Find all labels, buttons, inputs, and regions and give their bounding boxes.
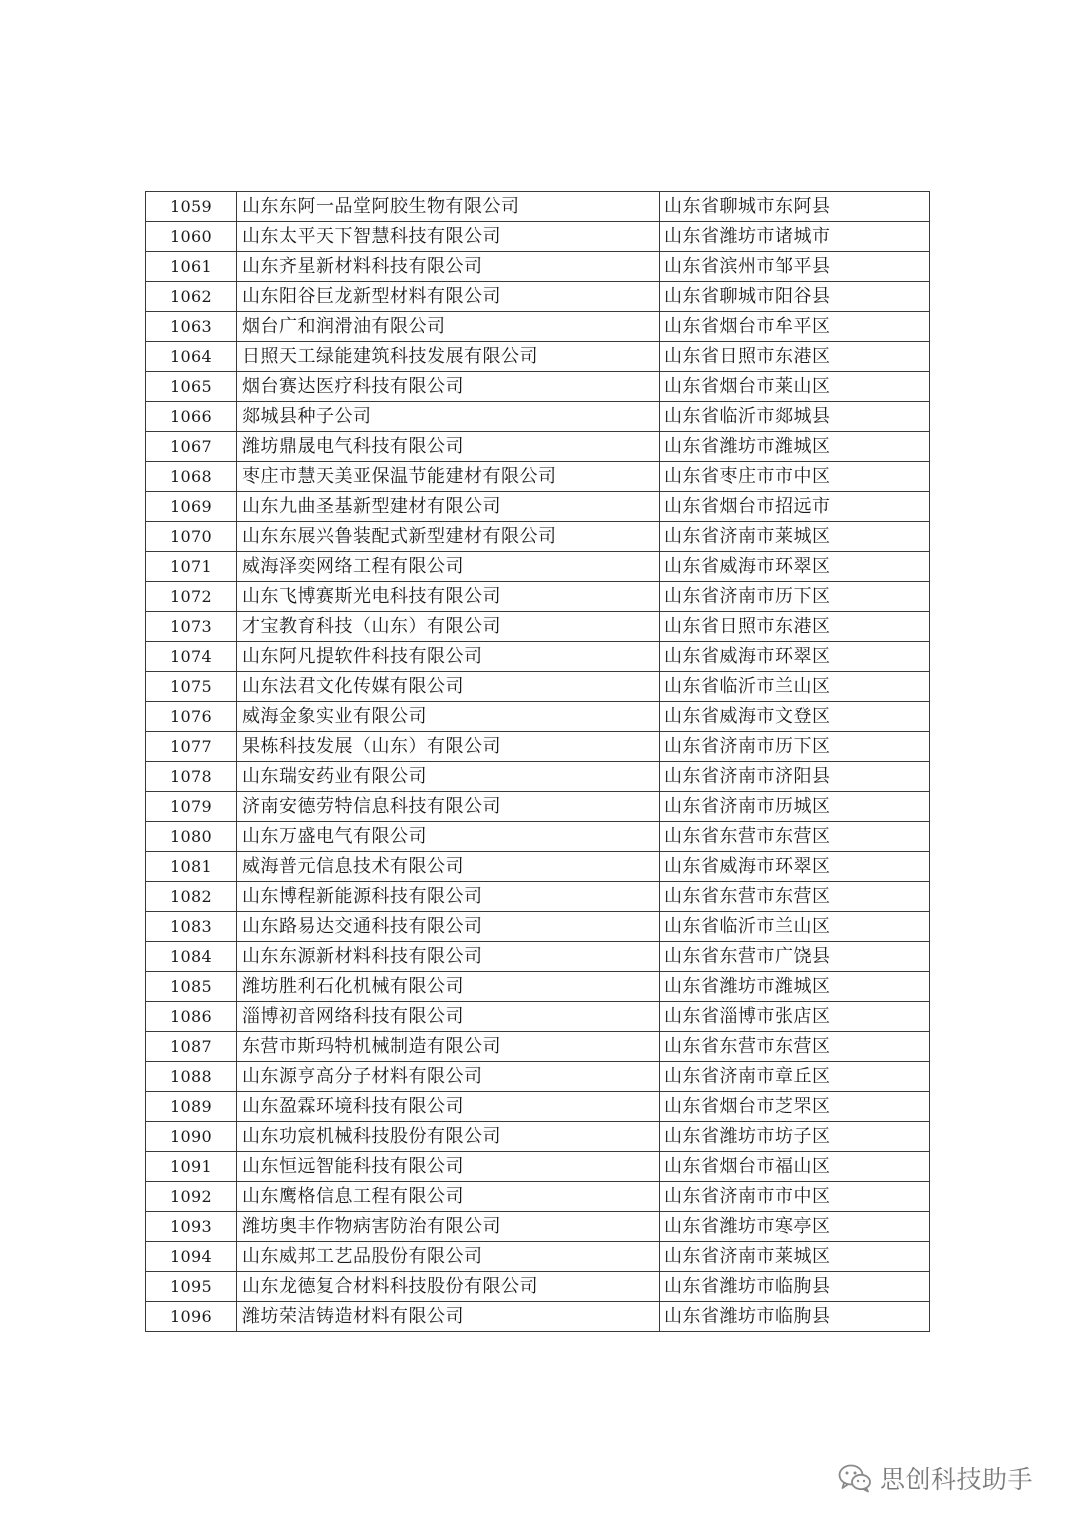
- company-location: 山东省济南市济阳县: [660, 762, 930, 792]
- watermark-text: 思创科技助手: [880, 1465, 1034, 1494]
- table-row: [146, 522, 930, 552]
- company-location: 山东省滨州市邹平县: [660, 252, 930, 282]
- company-name: 山东太平天下智慧科技有限公司: [237, 222, 660, 252]
- row-number: 1084: [146, 942, 237, 972]
- company-name: 济南安德劳特信息科技有限公司: [237, 792, 660, 822]
- company-name: 威海普元信息技术有限公司: [237, 852, 660, 882]
- row-number: 1086: [146, 1002, 237, 1032]
- company-location: 山东省威海市环翠区: [660, 642, 930, 672]
- company-location: 山东省潍坊市临朐县: [660, 1302, 930, 1332]
- row-number: 1091: [146, 1152, 237, 1182]
- row-number: 1077: [146, 732, 237, 762]
- company-name: 山东龙德复合材料科技股份有限公司: [237, 1272, 660, 1302]
- company-location: 山东省聊城市东阿县: [660, 192, 930, 222]
- table-row: [146, 1212, 930, 1242]
- row-number: 1078: [146, 762, 237, 792]
- row-number: 1063: [146, 312, 237, 342]
- table-row: [146, 1032, 930, 1062]
- company-location: 山东省日照市东港区: [660, 612, 930, 642]
- row-number: 1061: [146, 252, 237, 282]
- row-number: 1060: [146, 222, 237, 252]
- company-name: 潍坊荣洁铸造材料有限公司: [237, 1302, 660, 1332]
- company-location: 山东省东营市东营区: [660, 882, 930, 912]
- table-row: [146, 912, 930, 942]
- table-row: [146, 762, 930, 792]
- table-row: [146, 852, 930, 882]
- company-location: 山东省潍坊市寒亭区: [660, 1212, 930, 1242]
- company-name: 烟台广和润滑油有限公司: [237, 312, 660, 342]
- table-row: [146, 312, 930, 342]
- table-row: [146, 222, 930, 252]
- company-name: 山东东阿一品堂阿胶生物有限公司: [237, 192, 660, 222]
- row-number: 1065: [146, 372, 237, 402]
- company-name: 山东东展兴鲁装配式新型建材有限公司: [237, 522, 660, 552]
- company-location: 山东省济南市历城区: [660, 792, 930, 822]
- table-row: [146, 972, 930, 1002]
- row-number: 1080: [146, 822, 237, 852]
- company-name: 枣庄市慧天美亚保温节能建材有限公司: [237, 462, 660, 492]
- company-name: 东营市斯玛特机械制造有限公司: [237, 1032, 660, 1062]
- company-name: 烟台赛达医疗科技有限公司: [237, 372, 660, 402]
- company-name: 才宝教育科技（山东）有限公司: [237, 612, 660, 642]
- table-row: [146, 942, 930, 972]
- company-location: 山东省潍坊市潍城区: [660, 432, 930, 462]
- company-location: 山东省威海市环翠区: [660, 852, 930, 882]
- row-number: 1094: [146, 1242, 237, 1272]
- table-body: [146, 192, 930, 1332]
- watermark: [838, 1458, 1033, 1498]
- company-location: 山东省临沂市兰山区: [660, 912, 930, 942]
- table-row: [146, 642, 930, 672]
- wechat-icon: [838, 1463, 872, 1493]
- table-row: [146, 432, 930, 462]
- company-location: 山东省烟台市福山区: [660, 1152, 930, 1182]
- row-number: 1066: [146, 402, 237, 432]
- company-location: 山东省聊城市阳谷县: [660, 282, 930, 312]
- company-name: 山东阿凡提软件科技有限公司: [237, 642, 660, 672]
- row-number: 1082: [146, 882, 237, 912]
- row-number: 1072: [146, 582, 237, 612]
- row-number: 1069: [146, 492, 237, 522]
- row-number: 1068: [146, 462, 237, 492]
- company-location: 山东省烟台市莱山区: [660, 372, 930, 402]
- company-name: 威海金象实业有限公司: [237, 702, 660, 732]
- table-row: [146, 1092, 930, 1122]
- row-number: 1096: [146, 1302, 237, 1332]
- row-number: 1085: [146, 972, 237, 1002]
- row-number: 1090: [146, 1122, 237, 1152]
- company-name: 威海泽奕网络工程有限公司: [237, 552, 660, 582]
- company-name: 山东源亨高分子材料有限公司: [237, 1062, 660, 1092]
- company-name: 潍坊胜利石化机械有限公司: [237, 972, 660, 1002]
- company-location: 山东省烟台市牟平区: [660, 312, 930, 342]
- row-number: 1073: [146, 612, 237, 642]
- table-row: [146, 342, 930, 372]
- row-number: 1093: [146, 1212, 237, 1242]
- table-row: [146, 1182, 930, 1212]
- company-location: 山东省威海市文登区: [660, 702, 930, 732]
- table-row: [146, 462, 930, 492]
- table-row: [146, 192, 930, 222]
- table-row: [146, 252, 930, 282]
- company-name: 山东万盛电气有限公司: [237, 822, 660, 852]
- row-number: 1079: [146, 792, 237, 822]
- row-number: 1064: [146, 342, 237, 372]
- company-location: 山东省潍坊市诸城市: [660, 222, 930, 252]
- table-row: [146, 1122, 930, 1152]
- table-row: [146, 492, 930, 522]
- company-name: 日照天工绿能建筑科技发展有限公司: [237, 342, 660, 372]
- company-location: 山东省济南市章丘区: [660, 1062, 930, 1092]
- row-number: 1089: [146, 1092, 237, 1122]
- table-row: [146, 1152, 930, 1182]
- table-row: [146, 672, 930, 702]
- table-row: [146, 1272, 930, 1302]
- table-row: [146, 732, 930, 762]
- company-name: 山东九曲圣基新型建材有限公司: [237, 492, 660, 522]
- row-number: 1092: [146, 1182, 237, 1212]
- company-name: 果栋科技发展（山东）有限公司: [237, 732, 660, 762]
- table-row: [146, 282, 930, 312]
- company-location: 山东省威海市环翠区: [660, 552, 930, 582]
- company-location: 山东省济南市历下区: [660, 732, 930, 762]
- company-name: 山东阳谷巨龙新型材料有限公司: [237, 282, 660, 312]
- company-location: 山东省临沂市兰山区: [660, 672, 930, 702]
- company-name: 山东路易达交通科技有限公司: [237, 912, 660, 942]
- company-name: 潍坊鼎晟电气科技有限公司: [237, 432, 660, 462]
- company-list-table: [145, 191, 930, 1332]
- table-row: [146, 1062, 930, 1092]
- table-row: [146, 552, 930, 582]
- company-location: 山东省潍坊市坊子区: [660, 1122, 930, 1152]
- company-location: 山东省济南市历下区: [660, 582, 930, 612]
- company-name: 山东功宸机械科技股份有限公司: [237, 1122, 660, 1152]
- company-location: 山东省东营市东营区: [660, 822, 930, 852]
- company-location: 山东省济南市莱城区: [660, 522, 930, 552]
- company-name: 山东东源新材料科技有限公司: [237, 942, 660, 972]
- table-row: [146, 702, 930, 732]
- company-location: 山东省枣庄市市中区: [660, 462, 930, 492]
- row-number: 1067: [146, 432, 237, 462]
- table-row: [146, 1302, 930, 1332]
- table-row: [146, 882, 930, 912]
- company-name: 山东鹰格信息工程有限公司: [237, 1182, 660, 1212]
- row-number: 1076: [146, 702, 237, 732]
- company-location: 山东省东营市东营区: [660, 1032, 930, 1062]
- table-row: [146, 1242, 930, 1272]
- company-name: 山东恒远智能科技有限公司: [237, 1152, 660, 1182]
- table-row: [146, 1002, 930, 1032]
- row-number: 1059: [146, 192, 237, 222]
- company-location: 山东省潍坊市临朐县: [660, 1272, 930, 1302]
- company-name: 潍坊奥丰作物病害防治有限公司: [237, 1212, 660, 1242]
- row-number: 1070: [146, 522, 237, 552]
- row-number: 1074: [146, 642, 237, 672]
- table-row: [146, 402, 930, 432]
- company-name: 山东齐星新材料科技有限公司: [237, 252, 660, 282]
- table-row: [146, 612, 930, 642]
- company-name: 山东瑞安药业有限公司: [237, 762, 660, 792]
- company-location: 山东省临沂市郯城县: [660, 402, 930, 432]
- company-location: 山东省济南市莱城区: [660, 1242, 930, 1272]
- table-row: [146, 822, 930, 852]
- company-location: 山东省日照市东港区: [660, 342, 930, 372]
- company-location: 山东省淄博市张店区: [660, 1002, 930, 1032]
- company-name: 淄博初音网络科技有限公司: [237, 1002, 660, 1032]
- row-number: 1088: [146, 1062, 237, 1092]
- row-number: 1081: [146, 852, 237, 882]
- company-location: 山东省烟台市芝罘区: [660, 1092, 930, 1122]
- table-row: [146, 792, 930, 822]
- company-name: 山东威邦工艺品股份有限公司: [237, 1242, 660, 1272]
- row-number: 1087: [146, 1032, 237, 1062]
- row-number: 1083: [146, 912, 237, 942]
- company-name: 山东盈霖环境科技有限公司: [237, 1092, 660, 1122]
- company-name: 山东飞博赛斯光电科技有限公司: [237, 582, 660, 612]
- table-row: [146, 582, 930, 612]
- company-location: 山东省济南市市中区: [660, 1182, 930, 1212]
- row-number: 1075: [146, 672, 237, 702]
- company-table: [145, 191, 924, 1332]
- company-location: 山东省烟台市招远市: [660, 492, 930, 522]
- row-number: 1095: [146, 1272, 237, 1302]
- row-number: 1071: [146, 552, 237, 582]
- table-row: [146, 372, 930, 402]
- company-name: 山东法君文化传媒有限公司: [237, 672, 660, 702]
- company-location: 山东省东营市广饶县: [660, 942, 930, 972]
- company-name: 山东博程新能源科技有限公司: [237, 882, 660, 912]
- row-number: 1062: [146, 282, 237, 312]
- company-location: 山东省潍坊市潍城区: [660, 972, 930, 1002]
- company-name: 郯城县种子公司: [237, 402, 660, 432]
